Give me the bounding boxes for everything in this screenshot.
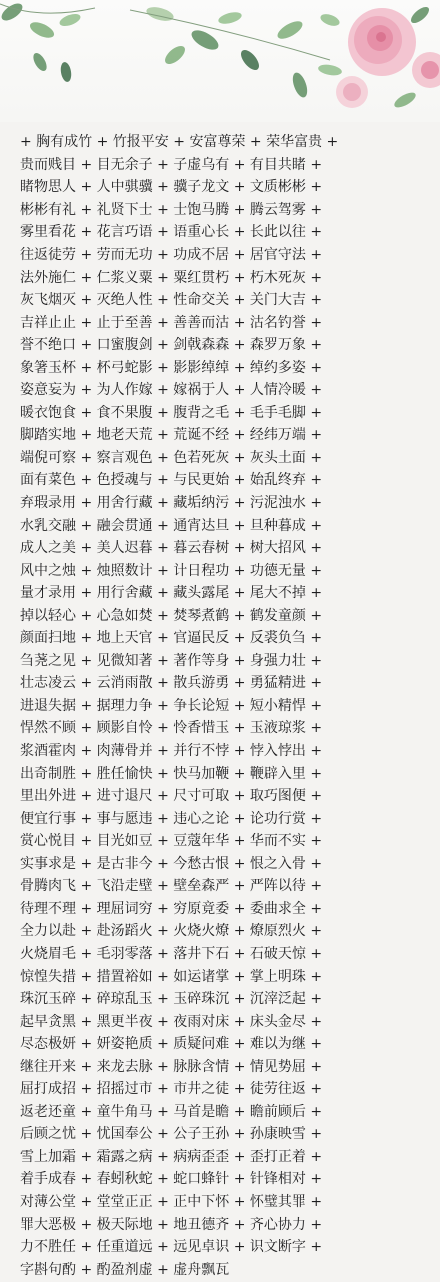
floral-header (0, 0, 440, 122)
idiom-row: 量才录用 + 用行舍藏 + 藏头露尾 + 尾大不掉 + (20, 585, 323, 602)
idiom-row: 法外施仁 + 仁浆义粟 + 粟红贯朽 + 朽木死灰 + (20, 269, 323, 286)
idiom-row: 着手成春 + 春蚓秋蛇 + 蛇口蜂针 + 针锋相对 + (20, 1171, 323, 1188)
idiom-row: 象箸玉杯 + 杯弓蛇影 + 影影绰绰 + 绰约多姿 + (20, 359, 323, 376)
leaf-cluster-left (0, 0, 95, 83)
idiom-row: 罪大恶极 + 极天际地 + 地丑德齐 + 齐心协力 + (20, 1216, 323, 1233)
idiom-row: 尽态极妍 + 妍姿艳质 + 质疑问难 + 难以为继 + (20, 1036, 323, 1053)
idiom-row: 赏心悦目 + 目光如豆 + 豆蔻年华 + 华而不实 + (20, 833, 323, 850)
idiom-row: 成人之美 + 美人迟暮 + 暮云春树 + 树大招风 + (20, 540, 323, 557)
idiom-row: 火烧眉毛 + 毛羽零落 + 落井下石 + 石破天惊 + (20, 945, 323, 962)
pink-rose-small (336, 76, 368, 108)
idiom-row: 起早贪黑 + 黑更半夜 + 夜雨对床 + 床头金尽 + (20, 1013, 323, 1030)
idiom-row: 惊惶失措 + 措置裕如 + 如运诸掌 + 掌上明珠 + (20, 968, 323, 985)
pink-rose-large (348, 8, 416, 76)
idiom-row: 雾里看花 + 花言巧语 + 语重心长 + 长此以往 + (20, 224, 323, 241)
idiom-row: 骨腾肉飞 + 飞沿走壁 + 壁垒森严 + 严阵以待 + (20, 878, 323, 895)
pink-rose-right (412, 52, 440, 88)
idiom-row: 继往开来 + 来龙去脉 + 脉脉含情 + 情见势屈 + (20, 1058, 323, 1075)
idiom-row: 浆酒霍肉 + 肉薄骨并 + 并行不悖 + 悖入悖出 + (20, 743, 323, 760)
idiom-row: 返老还童 + 童牛角马 + 马首是瞻 + 瞻前顾后 + (20, 1103, 323, 1120)
idiom-row: 端倪可察 + 察言观色 + 色若死灰 + 灰头土面 + (20, 449, 323, 466)
idiom-row: 力不胜任 + 任重道远 + 远见卓识 + 识文断字 + (20, 1239, 323, 1256)
idiom-row: 里出外进 + 进寸退尺 + 尺寸可取 + 取巧图便 + (20, 788, 323, 805)
idiom-row: 贵而贱目 + 目无余子 + 子虚乌有 + 有目共睹 + (20, 156, 323, 173)
idiom-row: 暖衣饱食 + 食不果腹 + 腹背之毛 + 毛手毛脚 + (20, 404, 323, 421)
idiom-row: 姿意妄为 + 为人作嫁 + 嫁祸于人 + 人情冷暖 + (20, 382, 323, 399)
idiom-row: 脚踏实地 + 地老天荒 + 荒诞不经 + 经纬万端 + (20, 427, 323, 444)
watercolor-flowers-illustration (0, 0, 440, 122)
idiom-row: 雪上加霜 + 霜露之病 + 病病歪歪 + 歪打正着 + (20, 1148, 323, 1165)
idiom-row: + 胸有成竹 + 竹报平安 + 安富尊荣 + 荣华富贵 + (20, 134, 339, 151)
idiom-row: 颜面扫地 + 地上天官 + 官逼民反 + 反裘负刍 + (20, 630, 323, 647)
idiom-row: 便宜行事 + 事与愿违 + 违心之论 + 论功行赏 + (20, 810, 323, 827)
idiom-row: 风中之烛 + 烛照数计 + 计日程功 + 功德无量 + (20, 562, 323, 579)
idiom-row: 后顾之忧 + 忧国奉公 + 公子王孙 + 孙康映雪 + (20, 1126, 323, 1143)
idiom-row: 对薄公堂 + 堂堂正正 + 正中下怀 + 怀璧其罪 + (20, 1193, 323, 1210)
idiom-row: 进退失据 + 据理力争 + 争长论短 + 短小精悍 + (20, 697, 323, 714)
idiom-row: 掉以轻心 + 心急如焚 + 焚琴煮鹤 + 鹤发童颜 + (20, 607, 323, 624)
idiom-row: 睹物思人 + 人中骐骥 + 骥子龙文 + 文质彬彬 + (20, 179, 323, 196)
idiom-row: 刍荛之见 + 见微知著 + 著作等身 + 身强力壮 + (20, 652, 323, 669)
idiom-row: 往返徒劳 + 劳而无功 + 功成不居 + 居官守法 + (20, 247, 323, 263)
idiom-row: 彬彬有礼 + 礼贤下士 + 士饱马腾 + 腾云驾雾 + (20, 201, 323, 218)
idiom-row: 珠沉玉碎 + 碎琼乱玉 + 玉碎珠沉 + 沉滓泛起 + (20, 991, 323, 1008)
leaf-cluster-center (130, 5, 343, 100)
idiom-chain-text (20, 130, 440, 1280)
idiom-row: 待理不理 + 理屈词穷 + 穷原竟委 + 委曲求全 + (20, 900, 323, 917)
idiom-row: 弃瑕录用 + 用舍行藏 + 藏垢纳污 + 污泥浊水 + (20, 495, 323, 512)
idiom-row: 水乳交融 + 融会贯通 + 通宵达旦 + 旦种暮成 + (20, 517, 323, 534)
idiom-row: 灰飞烟灭 + 灭绝人性 + 性命交关 + 关门大吉 + (20, 292, 323, 309)
idiom-row: 出奇制胜 + 胜任愉快 + 快马加鞭 + 鞭辟入里 + (20, 765, 323, 782)
idiom-row: 实事求是 + 是古非今 + 今愁古恨 + 恨之入骨 + (20, 855, 323, 872)
idiom-row: 屈打成招 + 招摇过市 + 市井之徒 + 徒劳往返 + (20, 1081, 323, 1098)
idiom-row: 壮志凌云 + 云消雨散 + 散兵游勇 + 勇猛精进 + (20, 675, 323, 692)
idiom-row: 吉祥止止 + 止于至善 + 善善而沽 + 沽名钓誉 + (20, 314, 323, 331)
idiom-row: 悍然不顾 + 顾影自怜 + 怜香惜玉 + 玉液琼浆 + (20, 720, 323, 737)
idiom-row: 字斟句酌 + 酌盈剂虚 + 虚舟飘瓦 (20, 1261, 230, 1278)
idiom-row: 誉不绝口 + 口蜜腹剑 + 剑戟森森 + 森罗万象 + (20, 337, 323, 354)
idiom-row: 全力以赴 + 赴汤蹈火 + 火烧火燎 + 燎原烈火 + (20, 923, 323, 940)
idiom-row: 面有菜色 + 色授魂与 + 与民更始 + 始乱终弃 + (20, 472, 323, 489)
